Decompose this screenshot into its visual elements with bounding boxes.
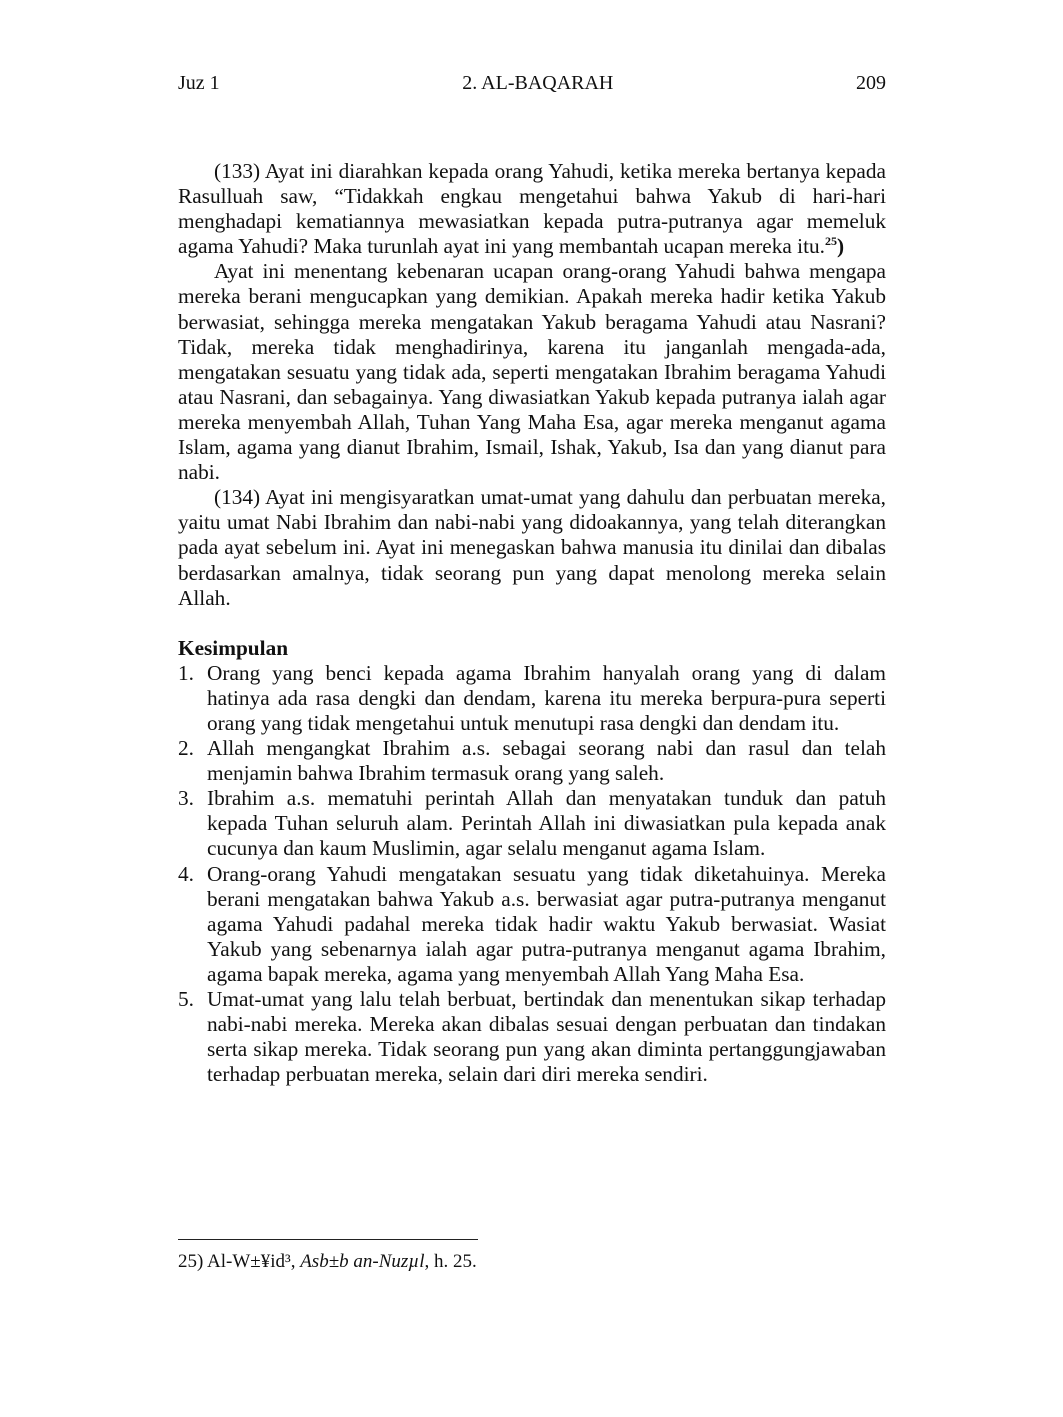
item-text: Orang-orang Yahudi mengatakan sesuatu yang tidak diketahuinya. Mereka berani mengatakan bahwa Yakub a.s. berwasiat agar putra-putranya menganut agama Yahudi padahal mereka tidak hadir waktu Yakub berwasiat. Wasiat Yakub yang sebenarnya ialah agar putra-putranya menganut agama Ibrahim, agama bapak mereka, agama yang menyembah Allah Yang Maha Esa. <box>207 861 886 986</box>
paren-close: ) <box>836 234 845 259</box>
list-item <box>178 987 886 1087</box>
footnote-page: , h. 25. <box>424 1251 477 1272</box>
header-surah: 2. AL-BAQARAH <box>462 72 614 94</box>
item-number: 2. <box>178 736 194 761</box>
footnote-divider <box>178 1239 478 1240</box>
list-item <box>178 736 886 786</box>
item-text: Umat-umat yang lalu telah berbuat, bertindak dan menentukan sikap terhadap nabi-nabi mereka. Mereka akan dibalas sesuai dengan perbuatan dan tindakan serta sikap mereka. Tidak seorang pun yang akan diminta pertanggungjawaban terhadap perbuatan mereka, selain dari diri mereka sendiri. <box>207 987 886 1087</box>
footnote-title: Asb±b an-Nuzµl <box>300 1251 425 1272</box>
item-number: 4. <box>178 861 194 886</box>
conclusion-heading: Kesimpulan <box>178 635 289 660</box>
footnote <box>178 1251 477 1273</box>
item-text: Allah mengangkat Ibrahim a.s. sebagai seorang nabi dan rasul dan telah menjamin bahwa Ibrahim termasuk orang yang saleh. <box>207 736 886 786</box>
paragraph-explanation: Ayat ini menentang kebenaran ucapan orang-orang Yahudi bahwa mengapa mereka berani mengucapkan yang demikian. Apakah mereka hadir ketika Yakub berwasiat, sehingga mereka mengatakan Yakub beragama Yahudi atau Nasrani? Tidak, mereka tidak menghadirinya, karena itu janganlah mengada-ada, mengatakan sesuatu yang tidak ada, seperti mengatakan Ibrahim beragama Yahudi atau Nasrani, dan sebagainya. Yang diwasiatkan Yakub kepada putranya ialah agar mereka menyembah Allah, Tuhan Yang Maha Esa, agar mereka menganut agama Islam, agama yang dianut Ibrahim, Ismail, Ishak, Yakub, Isa dan yang dianut para nabi. <box>178 259 886 485</box>
paragraph-134: (134) Ayat ini mengisyaratkan umat-umat yang dahulu dan perbuatan mereka, yaitu umat Nabi Ibrahim dan nabi-nabi yang didoakannya, yang telah diterangkan pada ayat sebelum ini. Ayat ini menegaskan bahwa manusia itu dinilai dan dibalas berdasarkan amalnya, tidak seorang pun yang dapat menolong mereka selain Allah. <box>178 485 886 610</box>
page-header <box>178 72 886 95</box>
list-item <box>178 862 886 987</box>
item-number: 1. <box>178 660 194 685</box>
page-number: 209 <box>855 72 886 94</box>
footnote-author: 25) Al-W±¥id³, <box>178 1251 301 1272</box>
item-number: 3. <box>178 786 194 811</box>
list-item <box>178 661 886 736</box>
item-text: Ibrahim a.s. mematuhi perintah Allah dan menyatakan tunduk dan patuh kepada Tuhan seluruh alam. Perintah Allah ini diwasiatkan pula kepada anak cucunya dan kaum Muslimin, agar selalu menganut agama Islam. <box>207 786 886 861</box>
header-juz: Juz 1 <box>178 72 220 94</box>
item-text: Orang yang benci kepada agama Ibrahim hanyalah orang yang di dalam hatinya ada rasa dengki dan dendam, karena itu mereka berpura-pura seperti orang yang tidak mengetahui untuk menutupi rasa dengki dan dendam itu. <box>207 660 886 735</box>
page-body <box>178 159 886 1087</box>
paragraph-133 <box>178 159 886 259</box>
paragraph-text: (133) Ayat ini diarahkan kepada orang Yahudi, ketika mereka bertanya kepada Rasulluah saw, “Tidakkah engkau mengetahui bahwa Yakub di hari-hari menghadapi kematiannya mewasiatkan kepada putra-putranya agar memeluk agama Yahudi? Maka turunlah ayat ini yang membantah ucapan mereka itu. <box>178 159 886 259</box>
list-item <box>178 786 886 861</box>
conclusion-list <box>178 661 886 1088</box>
item-number: 5. <box>178 987 194 1011</box>
footnote-ref[interactable]: 25 <box>824 234 837 249</box>
